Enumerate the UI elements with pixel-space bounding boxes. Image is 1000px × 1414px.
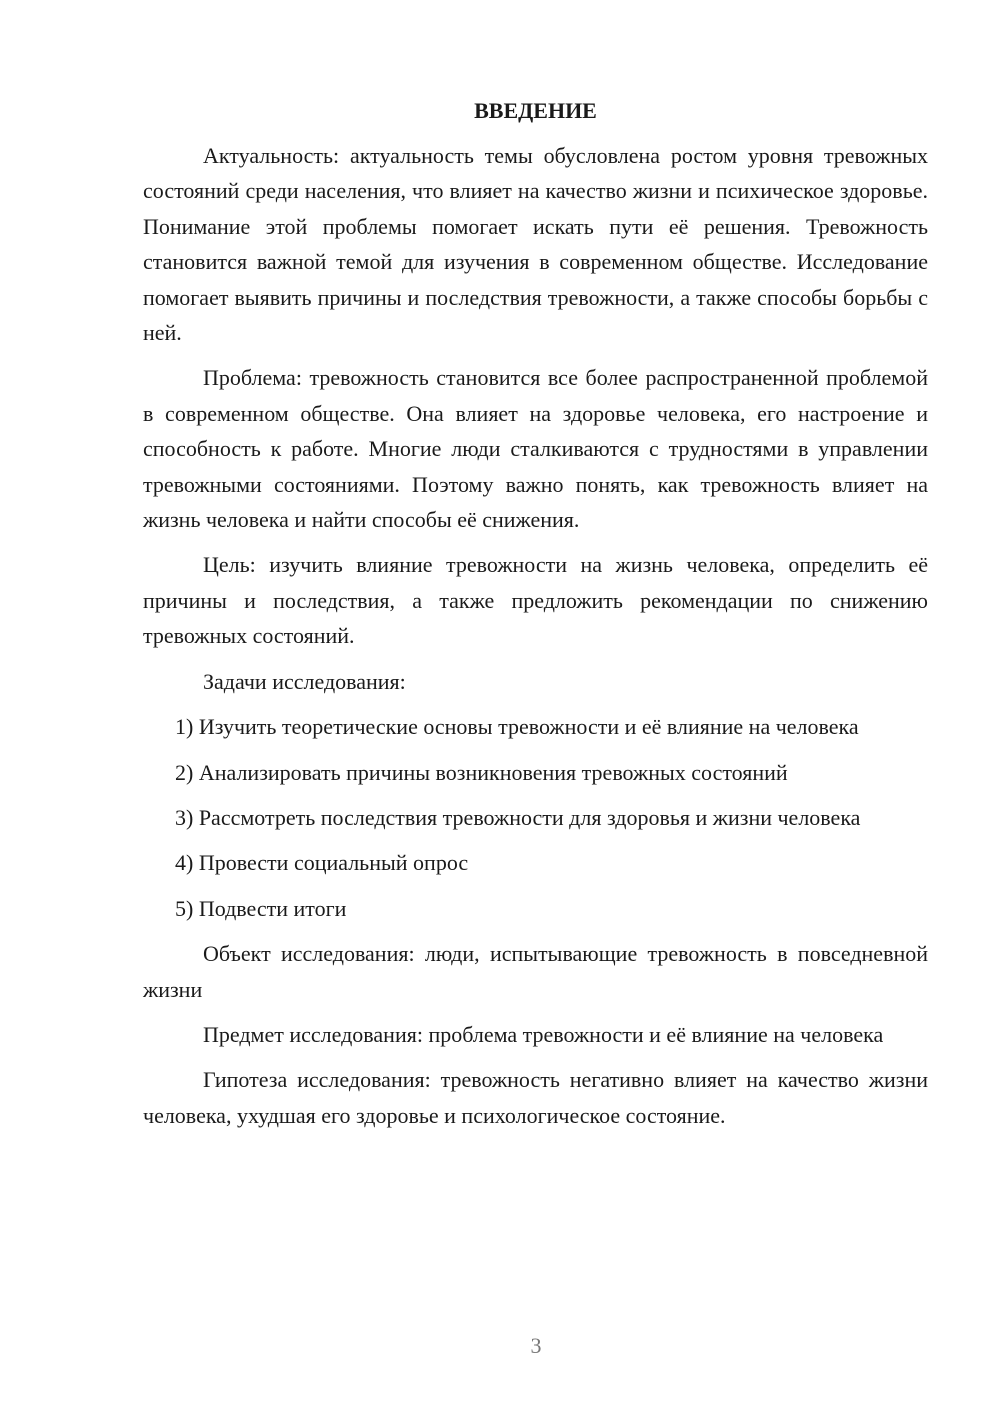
paragraph-goal: Цель: изучить влияние тревожности на жизнь человека, определить её причины и последствия, а также предложить рекомендации по снижению тревожных состояний. (143, 552, 928, 649)
tasks-heading: Задачи исследования: (203, 668, 406, 694)
task-item: 5) Подвести итоги (175, 895, 347, 921)
task-item: 1) Изучить теоретические основы тревожности и её влияние на человека (175, 714, 859, 740)
page-number: 3 (530, 1333, 542, 1358)
paragraph-problem: Проблема: тревожность становится все более распространенной проблемой в современном обществе. Она влияет на здоровье человека, его настроение и способность к работе. Многие люди сталкиваются с трудностями в управлении тревожными состояниями. Поэтому важно понять, как тревожность влияет на жизнь человека и найти способы её снижения. (143, 365, 928, 533)
paragraph-relevance: Актуальность: актуальность темы обусловлена ростом уровня тревожных состояний среди населения, что влияет на качество жизни и психическое здоровье. Понимание этой проблемы помогает искать пути её решения. Тревожность становится важной темой для изучения в современном обществе. Исследование помогает выявить причины и последствия тревожности, а также способы борьбы с ней. (143, 143, 928, 346)
document-page (143, 96, 928, 1143)
task-item: 2) Анализировать причины возникновения тревожных состояний (175, 759, 788, 785)
paragraph-object: Объект исследования: люди, испытывающие тревожность в повседневной жизни (143, 941, 928, 1002)
paragraph-subject: Предмет исследования: проблема тревожности и её влияние на человека (203, 1021, 884, 1047)
paragraph-hypothesis: Гипотеза исследования: тревожность негативно влияет на качество жизни человека, ухудшая его здоровье и психологическое состояние. (143, 1067, 928, 1128)
task-item: 4) Провести социальный опрос (175, 850, 469, 876)
page-title: ВВЕДЕНИЕ (474, 98, 597, 123)
task-item: 3) Рассмотреть последствия тревожности для здоровья и жизни человека (175, 804, 861, 830)
